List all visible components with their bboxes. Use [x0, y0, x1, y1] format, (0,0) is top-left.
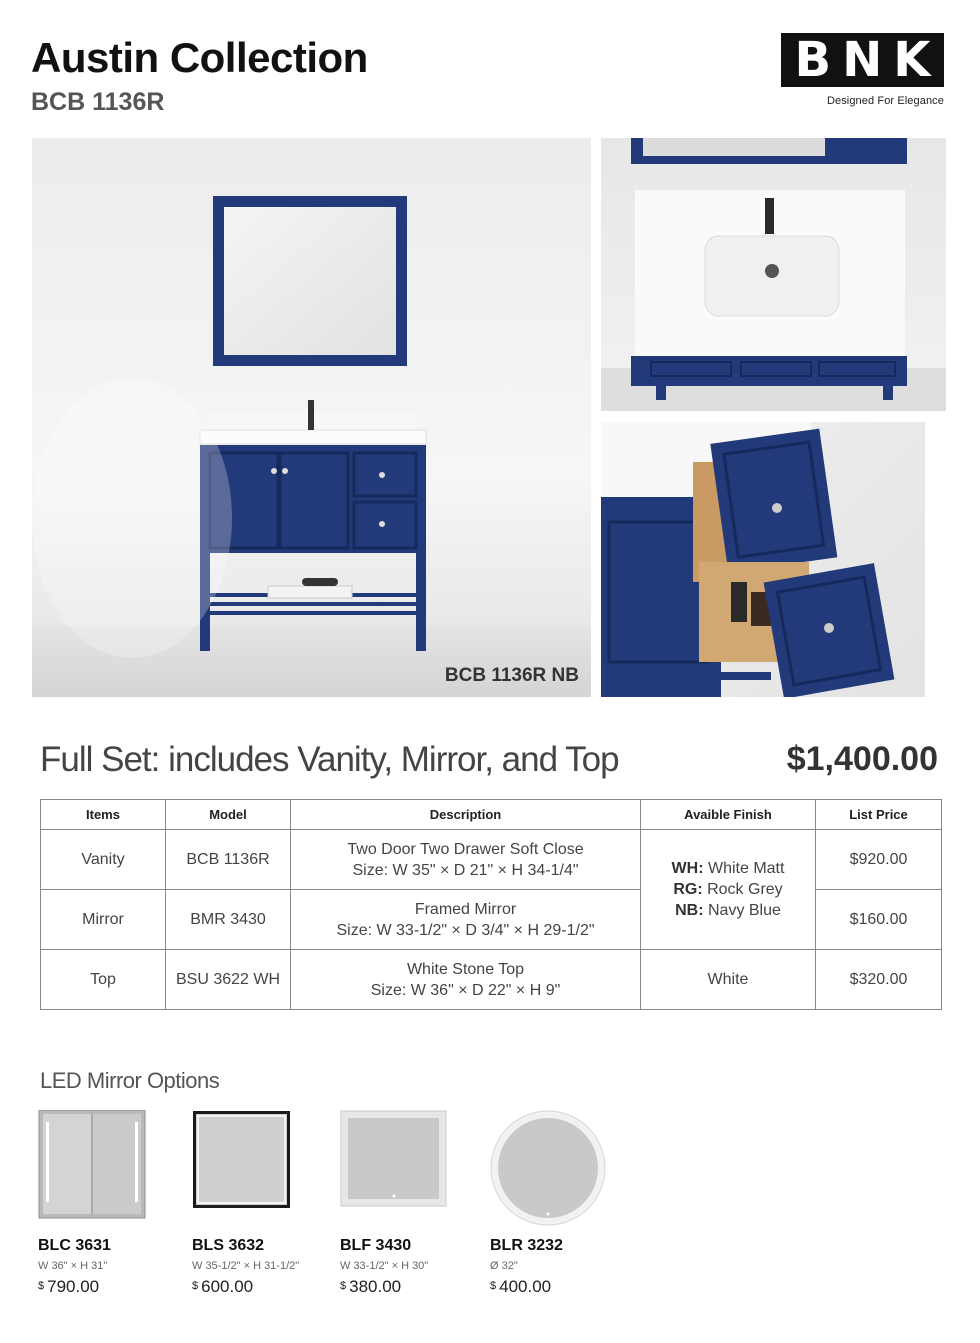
row-description	[291, 830, 641, 890]
logo-letter-k: K	[893, 32, 931, 88]
row-price: $320.00	[816, 950, 942, 1010]
table-header-row	[41, 800, 942, 830]
table-row	[41, 950, 942, 1010]
page-subtitle: BCB 1136R	[31, 88, 165, 116]
led-option-bls3632	[192, 1110, 332, 1296]
page-title: Austin Collection	[31, 34, 368, 81]
logo-letter-n: N	[842, 32, 883, 88]
led-image-round	[490, 1110, 630, 1232]
row-item: Mirror	[41, 890, 166, 950]
main-photo-caption: BCB 1136R NB	[444, 665, 579, 686]
led-image-framed	[192, 1110, 332, 1232]
led-image-cabinet	[38, 1110, 178, 1232]
round-mirror-illustration	[490, 1110, 608, 1228]
specification-table	[40, 799, 942, 1010]
table-row	[41, 830, 942, 890]
col-header-finish: Avaible Finish	[641, 800, 816, 830]
led-option-blc3631	[38, 1110, 178, 1296]
drawers-illustration	[601, 422, 925, 697]
description-line-2: Size: W 35" × D 21" × H 34-1/4"	[352, 861, 579, 879]
row-item: Top	[41, 950, 166, 1010]
description-line-1: Framed Mirror	[414, 900, 517, 918]
led-price: $ 400.00	[490, 1277, 552, 1296]
product-photo-main	[32, 138, 591, 697]
logo-tagline: Designed For Elegance	[826, 95, 944, 107]
row-description	[291, 890, 641, 950]
led-size: W 35-1/2" × H 31-1/2"	[192, 1260, 300, 1272]
description-line-2: Size: W 36" × D 22" × H 9"	[370, 981, 561, 999]
col-header-price: List Price	[816, 800, 942, 830]
full-set-price: $1,400.00	[786, 740, 938, 778]
product-photo-countertop	[601, 138, 946, 411]
row-price: $920.00	[816, 830, 942, 890]
description-line-1: Two Door Two Drawer Soft Close	[347, 840, 584, 858]
finish-options	[641, 830, 816, 950]
led-price: $ 600.00	[192, 1277, 254, 1296]
frameless-mirror-illustration	[340, 1110, 448, 1208]
finish-rg: RG: Rock Grey	[673, 881, 783, 898]
col-header-model: Model	[166, 800, 291, 830]
row-model: BCB 1136R	[166, 830, 291, 890]
row-model: BSU 3622 WH	[166, 950, 291, 1010]
led-image-frameless	[340, 1110, 480, 1232]
logo-mark	[781, 33, 944, 87]
led-model: BLF 3430	[340, 1237, 412, 1254]
row-finish: White	[641, 950, 816, 1010]
led-option-blr3232	[490, 1110, 630, 1296]
led-price: $ 380.00	[340, 1277, 402, 1296]
product-photo-drawers	[601, 422, 925, 697]
brand-logo	[781, 33, 944, 107]
led-model: BLS 3632	[192, 1237, 265, 1254]
description-line-1: White Stone Top	[406, 960, 525, 978]
countertop-illustration	[601, 138, 946, 411]
logo-letter-b: B	[794, 32, 832, 88]
mirror-cabinet-illustration	[38, 1110, 148, 1220]
finish-wh: WH: White Matt	[671, 860, 785, 877]
row-item: Vanity	[41, 830, 166, 890]
row-model: BMR 3430	[166, 890, 291, 950]
led-model: BLC 3631	[38, 1237, 111, 1254]
led-size: W 36" × H 31"	[38, 1260, 108, 1272]
finish-nb: NB: Navy Blue	[675, 902, 781, 919]
description-line-2: Size: W 33-1/2" × D 3/4" × H 29-1/2"	[336, 921, 595, 939]
row-price: $160.00	[816, 890, 942, 950]
col-header-description: Description	[291, 800, 641, 830]
led-size: W 33-1/2" × H 30"	[340, 1260, 429, 1272]
black-framed-mirror-illustration	[192, 1110, 292, 1210]
col-header-items: Items	[41, 800, 166, 830]
led-option-blf3430	[340, 1110, 480, 1296]
led-size: Ø 32"	[490, 1260, 518, 1272]
full-set-label: Full Set: includes Vanity, Mirror, and Top	[40, 740, 619, 779]
vanity-illustration	[32, 138, 591, 697]
row-description	[291, 950, 641, 1010]
led-price: $ 790.00	[38, 1277, 100, 1296]
led-model: BLR 3232	[490, 1237, 563, 1254]
led-section-title: LED Mirror Options	[40, 1068, 220, 1093]
